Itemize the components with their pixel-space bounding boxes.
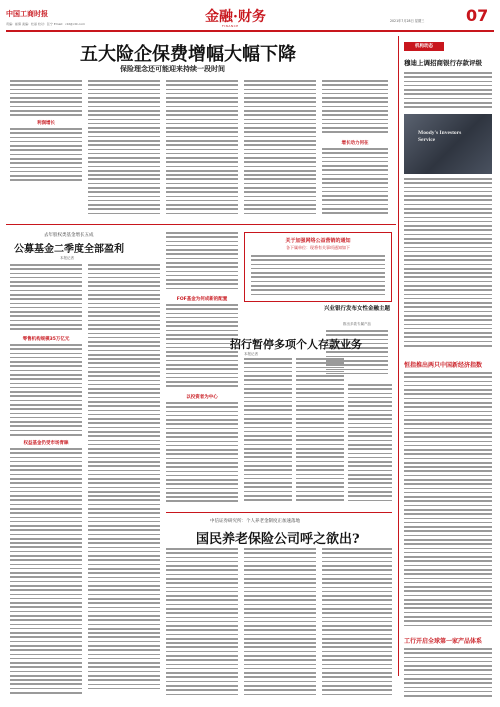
sidebar-text-b <box>404 178 492 354</box>
photo-sign: Moody's Investors Service <box>418 130 462 143</box>
lead-col-4 <box>244 80 316 220</box>
notice-text <box>251 255 385 297</box>
lead-col-2 <box>88 80 160 220</box>
lead-col-1b <box>10 128 82 186</box>
fund-headline: 公募基金二季度全部盈利 <box>14 244 124 255</box>
section-en: FINANCE <box>222 24 239 28</box>
notice-subtitle: 各下属单位：现将有关事项通知如下 <box>286 245 350 250</box>
pension-kicker: 中信证券研究所：个人养老金制度正加速落地 <box>210 519 300 524</box>
mid-col-b <box>166 304 238 392</box>
mid-section-head-1: FOF基金为何成新的配置 <box>176 297 228 302</box>
pension-col-1 <box>166 548 238 700</box>
fund-kicker: 去年股权类基金增长五成 <box>44 233 94 238</box>
pension-col-2 <box>244 548 316 700</box>
lead-col-3 <box>166 80 238 220</box>
fund-col-2 <box>88 264 160 700</box>
bottom-right-headline: 工行开启全球第一家产品体系 <box>404 638 483 645</box>
bond-brief-text <box>404 372 492 632</box>
side-box-title: 兴业银行发布女性金融主题 <box>324 306 391 312</box>
lead-subheadline: 保险理念还可能迎来持续一段时间 <box>120 65 225 73</box>
fund-section-head-2: 权益基金仍受市场青睐 <box>23 441 69 446</box>
notice-box <box>244 232 392 302</box>
insurance-headline: 招行暂停多项个人存款业务 <box>230 338 362 351</box>
fund-byline: 本报记者 <box>60 256 74 260</box>
fund-col-1a <box>10 264 82 334</box>
sidebar-headline: 穆迪上调招商银行存款评级 <box>404 59 482 67</box>
insurance-col-2 <box>296 358 344 506</box>
fund-col-1b <box>10 344 82 438</box>
lead-section-head-1: 利润增长 <box>37 121 55 126</box>
insurance-col-1 <box>244 358 292 506</box>
side-box-text: 推出多款专属产品 <box>343 322 371 326</box>
pension-headline: 国民养老保险公司呼之欲出? <box>196 532 360 547</box>
sidebar-text-a <box>404 72 492 112</box>
lead-col-1 <box>10 80 82 118</box>
mid-col-a <box>166 232 238 294</box>
section-divider <box>6 224 396 225</box>
pension-rule <box>166 512 392 513</box>
pension-col-3 <box>322 548 392 700</box>
notice-title: 关于加强网络公益营销的通知 <box>285 238 351 244</box>
section-title: 金融·财务 <box>205 9 266 25</box>
lead-col-5a <box>322 80 388 138</box>
lead-section-head-2: 增长动力何在 <box>341 141 369 146</box>
insurance-byline: 本报记者 <box>244 352 258 356</box>
date-line: 2021年7月28日 星期三 <box>390 19 425 23</box>
page-number: 07 <box>466 6 489 25</box>
mid-section-head-2: 以投资者为中心 <box>186 395 218 400</box>
masthead-rule <box>6 30 494 32</box>
bond-brief-headline: 恒指推出两只中国新经济指数 <box>404 362 483 369</box>
lead-headline: 五大险企保费增幅大幅下降 <box>80 44 296 65</box>
insurance-col-3 <box>348 384 392 506</box>
sidebar-photo <box>404 114 492 174</box>
editor-line: 责编：崔倩 美编：杜丽 校对：张宁 Email：cbt@cbt.com <box>6 22 86 26</box>
bottom-right-text <box>404 648 492 700</box>
lead-col-5b <box>322 148 388 220</box>
column-tag: 机构动态 <box>404 42 444 51</box>
paper-name: 中国工商时报 <box>6 10 48 18</box>
mid-col-c <box>166 402 238 506</box>
right-column-rule <box>398 36 399 676</box>
fund-section-head-1: 零售机构规模35万亿元 <box>22 337 70 342</box>
fund-col-1c <box>10 448 82 700</box>
